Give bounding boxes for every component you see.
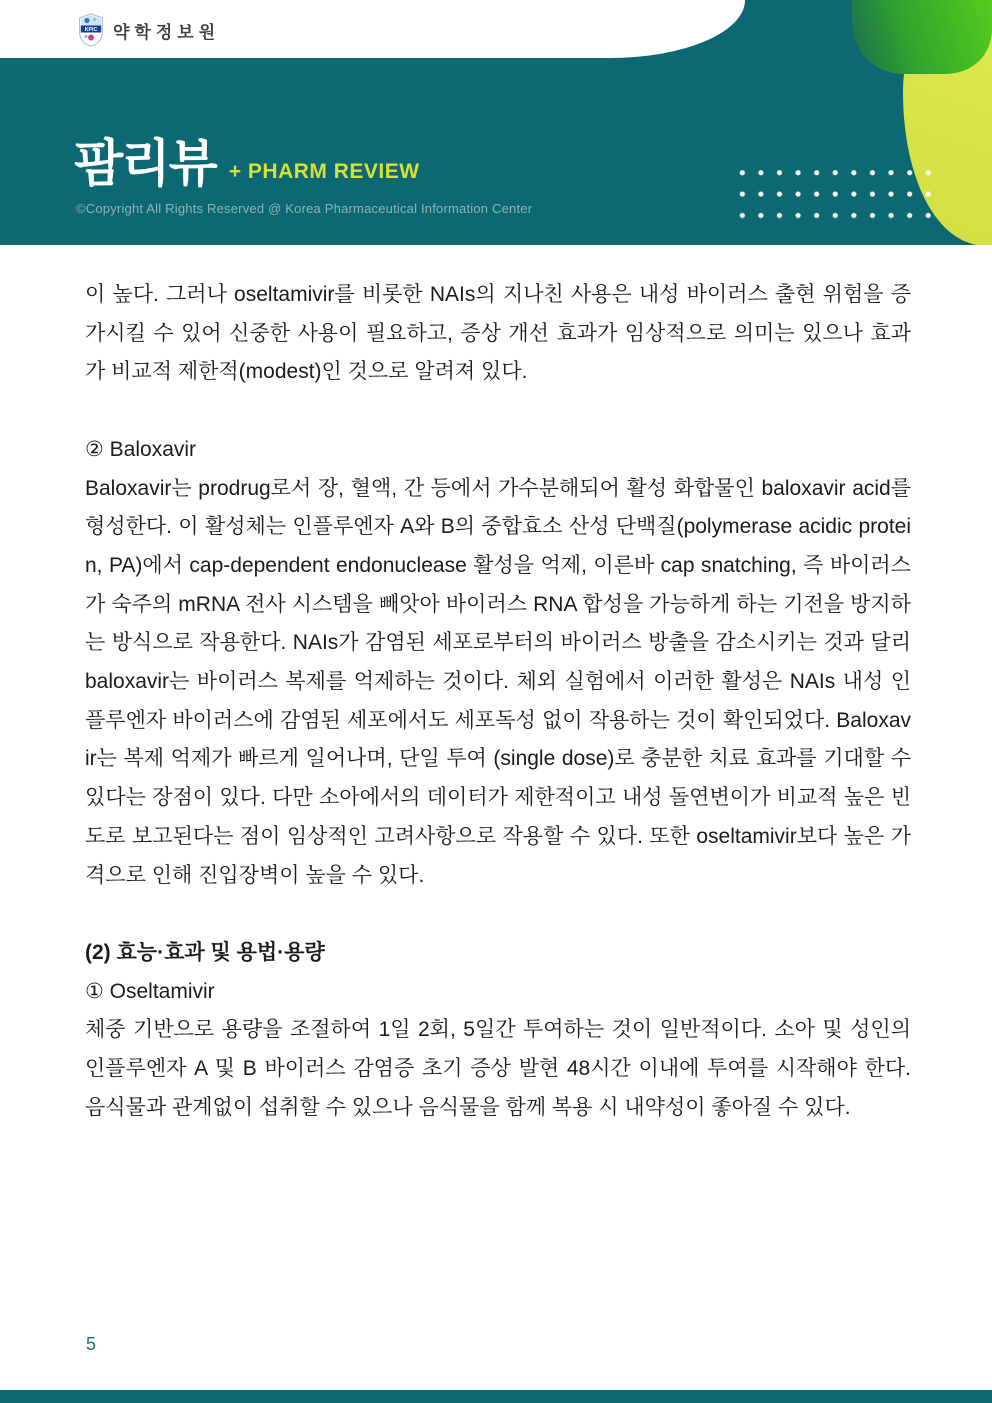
paragraph-oseltamivir-dosage: 체중 기반으로 용량을 조절하여 1일 2회, 5일간 투여하는 것이 일반적이다. 소아 및 성인의 인플루엔자 A 및 B 바이러스 감염증 초기 증상 발현 48시간 이내에 투여를 시작해야 한다. 음식물과 관계없이 섭취할 수 있으나 음식물을 함께 복용 시 내약성이 좋아질 수 있다. (85, 1018, 911, 1119)
footer-band (0, 1390, 992, 1403)
green-blob-shape (852, 0, 992, 74)
copyright-line: ©Copyright All Rights Reserved @ Korea Pharmaceutical Information Center (76, 201, 533, 216)
publication-title (74, 135, 420, 192)
svg-text:KPIC: KPIC (84, 26, 98, 33)
subsection-label-baloxavir: ② Baloxavir (85, 437, 197, 461)
page-number: 5 (86, 1334, 97, 1354)
org-logo (78, 13, 220, 47)
paragraph-baloxavir-mechanism: Baloxavir는 prodrug로서 장, 혈액, 간 등에서 가수분해되어 활성 화합물인 baloxavir acid를 형성한다. 이 활성체는 인플루엔자 A와 B의 중합효소 산성 단백질(polymerase acidic protein, PA)에서 cap-dependent endonuclease 활성을 억제, 이른바 cap snatching, 즉 바이러스가 숙주의 mRNA 전사 시스템을 빼앗아 바이러스 RNA 합성을 가능하게 하는 기전을 방지하는 방식으로 작용한다. NAIs가 감염된 세포로부터의 바이러스 방출을 감소시키는 것과 달리 baloxavir는 바이러스 복제를 억제하는 것이다. 체외 실험에서 이러한 활성은 NAIs 내성 인플루엔자 바이러스에 감염된 세포에서도 세포독성 없이 작용하는 것이 확인되었다. Baloxavir는 복제 억제가 빠르게 일어나며, 단일 투여 (single dose)로 충분한 치료 효과를 기대할 수 있다는 장점이 있다. 다만 소아에서의 데이터가 제한적이고 내성 돌연변이가 비교적 높은 빈도로 보고된다는 점이 임상적인 고려사항으로 작용할 수 있다. 또한 oseltamivir보다 높은 가격으로 인해 진입장벽이 높을 수 있다. (85, 476, 911, 887)
article-body (85, 276, 911, 1127)
org-logo-text: 약학정보원 (113, 22, 221, 42)
subsection-label-oseltamivir: ① Oseltamivir (85, 979, 215, 1003)
dots-pattern (733, 162, 937, 226)
title-english: + PHARM REVIEW (228, 159, 420, 183)
section-heading-efficacy-dosage: (2) 효능·효과 및 용법·용량 (85, 940, 325, 964)
paragraph-nai-caution: 이 높다. 그러나 oseltamivir를 비롯한 NAIs의 지나친 사용은 내성 바이러스 출현 위험을 증가시킬 수 있어 신중한 사용이 필요하고, 증상 개선 효과가 임상적으로 의미는 있으나 효과가 비교적 제한적(modest)인 것으로 알려져 있다. (85, 283, 911, 384)
kpic-shield-icon (78, 13, 104, 47)
title-korean: 팜리뷰 (74, 135, 216, 192)
